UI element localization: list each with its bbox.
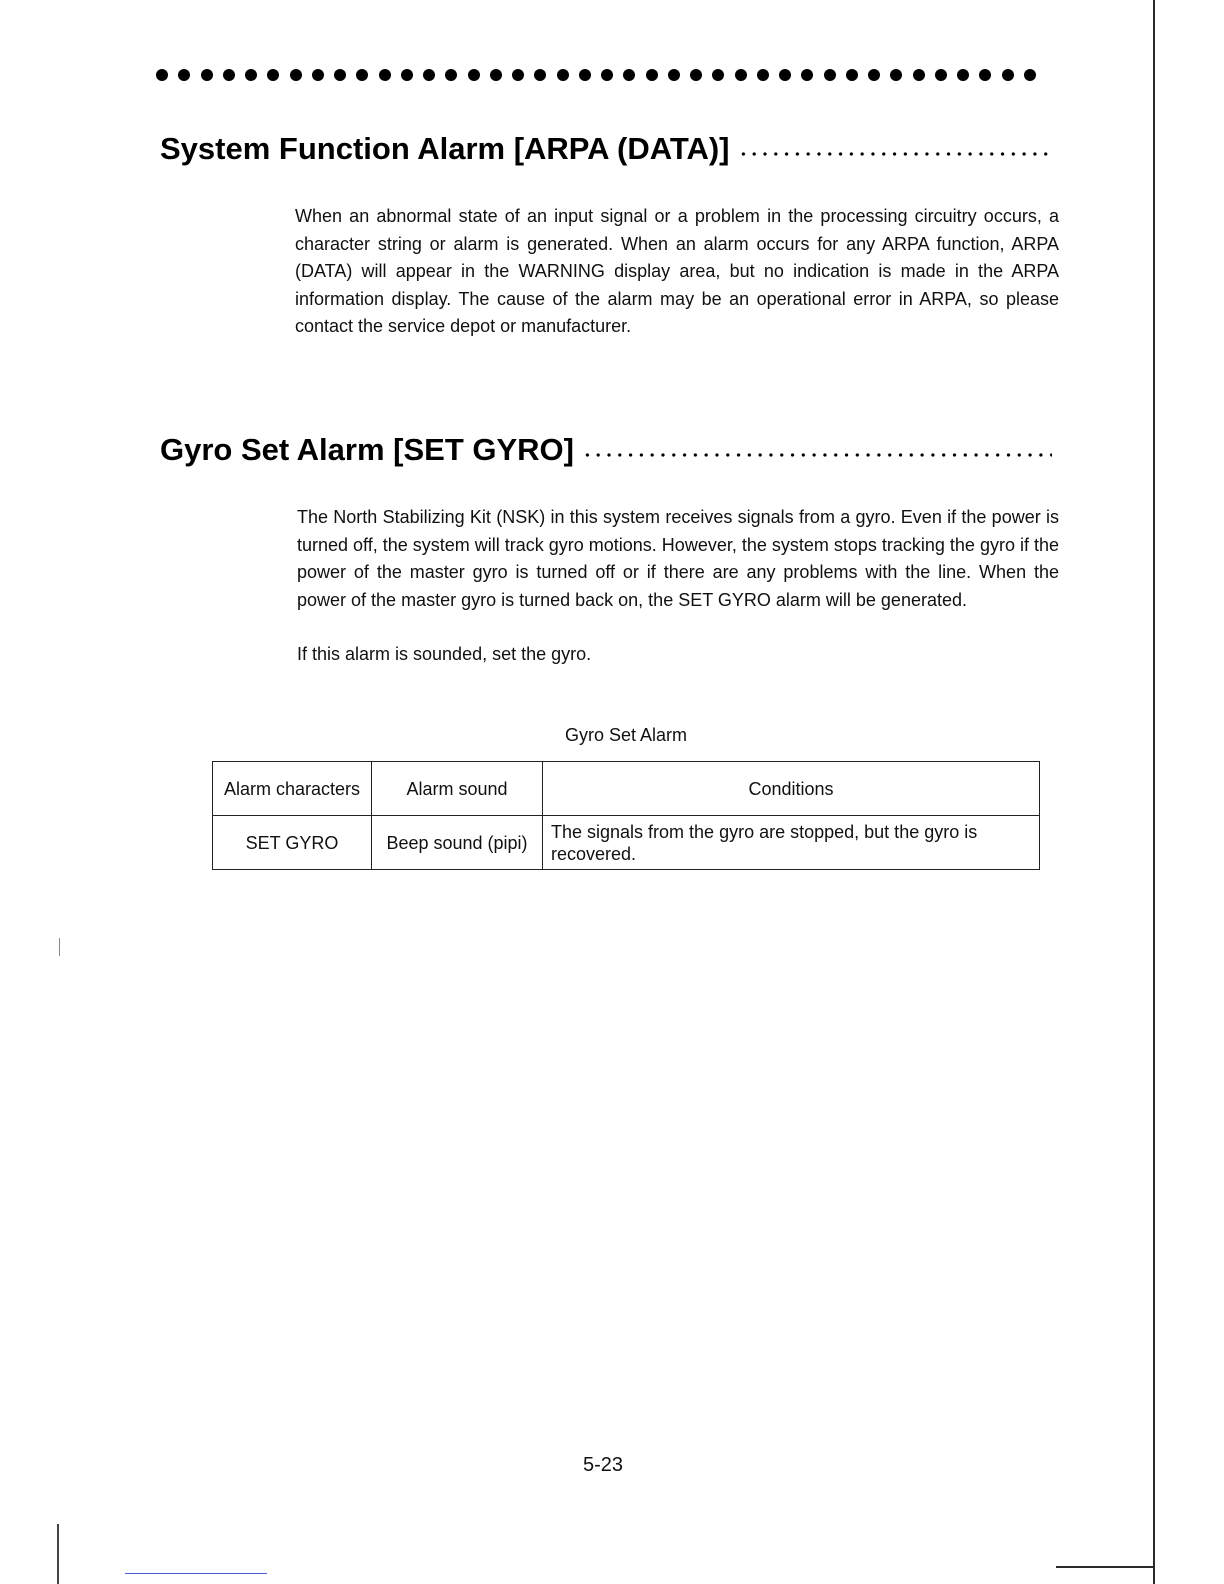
table-row — [213, 816, 1040, 870]
column-header-conditions: Conditions — [543, 762, 1040, 816]
cell-conditions: The signals from the gyro are stopped, but the gyro is recovered. — [543, 816, 1040, 870]
column-header-alarm-sound: Alarm sound — [372, 762, 543, 816]
decorative-dot-row — [156, 68, 1036, 82]
gyro-set-alarm-table — [212, 761, 1040, 870]
section-heading-arpa-data — [160, 131, 1054, 167]
column-header-alarm-characters: Alarm characters — [213, 762, 372, 816]
section-paragraph: The North Stabilizing Kit (NSK) in this system receives signals from a gyro. Even if the power is turned off, the system will track gyro motions. However, the system stops tracking the gyro if the power of the master gyro is turned off or if there are any problems with the line. When the power of the master gyro is turned back on, the SET GYRO alarm will be generated. — [297, 507, 1059, 610]
page-edge-left — [57, 1524, 59, 1584]
page-number: 5-23 — [582, 1454, 624, 1476]
section-title: System Function Alarm [ARPA (DATA)] — [160, 131, 730, 166]
section-title: Gyro Set Alarm [SET GYRO] — [160, 432, 574, 467]
page-bottom-line — [125, 1573, 267, 1574]
dot-leader — [738, 152, 1055, 156]
cell-alarm-characters: SET GYRO — [213, 816, 372, 870]
table-header-row — [213, 762, 1040, 816]
cell-alarm-sound: Beep sound (pipi) — [372, 816, 543, 870]
page-bottom-right-line — [1056, 1566, 1154, 1568]
page-edge-right — [1153, 0, 1155, 1584]
page-edge-tick — [59, 938, 60, 956]
section-paragraph: When an abnormal state of an input signal or a problem in the processing circuitry occurs, a character string or alarm is generated. When an alarm occurs for any ARPA function, ARPA (DATA) will appear in the WARNING display area, but no indication is made in the ARPA information display. The cause of the alarm may be an operational error in ARPA, so please contact the service depot or manufacturer. — [295, 206, 1059, 336]
section-paragraph: If this alarm is sounded, set the gyro. — [297, 644, 592, 664]
section-heading-set-gyro — [160, 432, 1054, 468]
dot-leader — [582, 453, 1052, 457]
table-caption: Gyro Set Alarm — [564, 725, 688, 745]
